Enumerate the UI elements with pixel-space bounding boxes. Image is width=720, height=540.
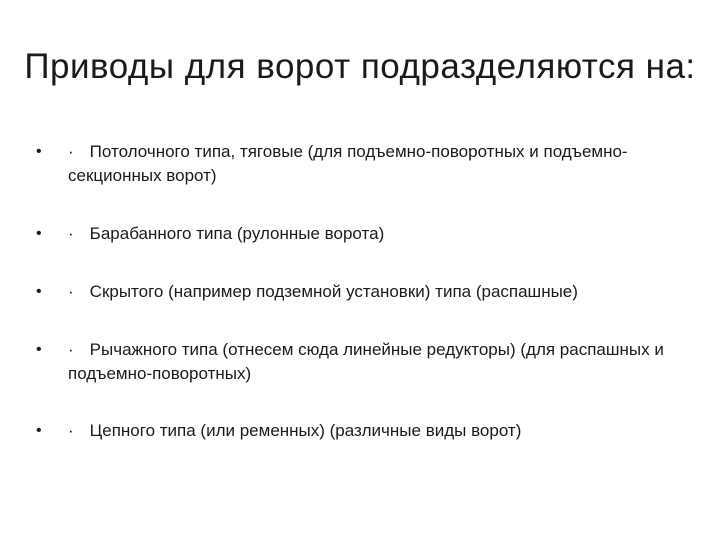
bullet-icon: • [36,283,42,300]
sub-marker: · [68,224,74,243]
sub-marker: · [68,340,74,359]
bullet-icon: • [36,143,42,160]
bullet-icon: • [36,422,42,439]
slide-title: Приводы для ворот подразделяются на: [24,47,696,86]
sub-marker: · [68,282,74,301]
list-item-text: Скрытого (например подземной установки) типа (распашные) [89,282,578,301]
bullet-icon: • [36,225,42,242]
sub-marker: · [68,142,74,161]
bullet-icon: • [36,341,42,358]
list-item-text: Рычажного типа (отнесем сюда линейные редукторы) (для распашных и подъемно-поворотных) [68,340,664,383]
list-item-text: Барабанного типа (рулонные ворота) [89,224,385,243]
sub-marker: · [68,421,74,440]
list-item-text: Цепного типа (или ременных) (различные виды ворот) [89,421,522,440]
list-item-text: Потолочного типа, тяговые (для подъемно-поворотных и подъемно-секционных ворот) [68,142,628,185]
